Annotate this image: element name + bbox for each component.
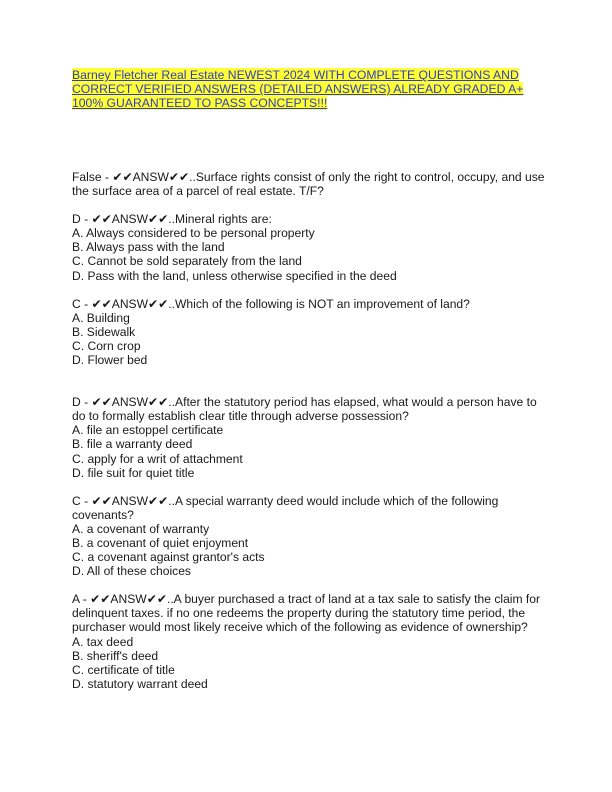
question-2-stem-line-1: D - ✔✔ANSW✔✔..Mineral rights are: xyxy=(72,212,272,227)
document-title-line-1: Barney Fletcher Real Estate NEWEST 2024 WITH COMPLETE QUESTIONS AND xyxy=(72,68,519,82)
question-4-stem-line-2: do to formally establish clear title through adverse possession? xyxy=(72,409,409,424)
question-4-option-d: D. file suit for quiet title xyxy=(72,465,195,480)
question-list xyxy=(72,170,552,691)
question-5 xyxy=(72,494,552,579)
question-3-option-c: C. Corn crop xyxy=(72,338,141,353)
question-2-option-c: C. Cannot be sold separately from the land xyxy=(72,254,302,269)
question-2-option-d: D. Pass with the land, unless otherwise specified in the deed xyxy=(72,268,397,283)
question-5-option-c: C. a covenant against grantor's acts xyxy=(72,550,265,565)
question-6-option-a: A. tax deed xyxy=(72,634,134,649)
question-6-option-d: D. statutory warrant deed xyxy=(72,676,208,691)
question-1-stem-line-2: the surface area of a parcel of real estate. T/F? xyxy=(72,184,324,199)
question-3-stem-line-1: C - ✔✔ANSW✔✔..Which of the following is NOT an improvement of land? xyxy=(72,296,470,311)
question-3-option-d: D. Flower bed xyxy=(72,353,148,368)
question-4 xyxy=(72,395,552,480)
document-header xyxy=(72,68,542,111)
question-3-option-a: A. Building xyxy=(72,310,130,325)
question-5-option-d: D. All of these choices xyxy=(72,564,191,579)
question-4-option-c: C. apply for a writ of attachment xyxy=(72,451,243,466)
question-6-option-c: C. certificate of title xyxy=(72,662,175,677)
document-title-line-2: CORRECT VERIFIED ANSWERS (DETAILED ANSWERS) ALREADY GRADED A+ xyxy=(72,82,524,97)
question-1-stem-line-1: False - ✔✔ANSW✔✔..Surface rights consist of only the right to control, occupy, and use xyxy=(72,170,545,184)
question-1 xyxy=(72,170,552,198)
question-4-option-a: A. file an estoppel certificate xyxy=(72,423,224,438)
question-4-stem-line-1: D - ✔✔ANSW✔✔..After the statutory period has elapsed, what would a person have to xyxy=(72,395,537,410)
question-3-option-b: B. Sidewalk xyxy=(72,324,136,339)
question-6 xyxy=(72,592,552,691)
document-title-line-3: 100% GUARANTEED TO PASS CONCEPTS!!! xyxy=(72,96,328,111)
document-title[interactable] xyxy=(72,68,542,111)
question-3 xyxy=(72,297,552,367)
question-5-option-a: A. a covenant of warranty xyxy=(72,521,210,536)
question-2-option-a: A. Always considered to be personal property xyxy=(72,226,315,241)
question-6-stem-line-2: delinquent taxes. if no one redeems the property during the statutory time period, the xyxy=(72,606,526,621)
question-5-stem-line-1: C - ✔✔ANSW✔✔..A special warranty deed would include which of the following xyxy=(72,493,499,508)
question-5-option-b: B. a covenant of quiet enjoyment xyxy=(72,535,249,550)
question-6-option-b: B. sheriff's deed xyxy=(72,648,159,663)
question-2-option-b: B. Always pass with the land xyxy=(72,240,225,255)
question-6-stem-line-3: purchaser would most likely receive which of the following as evidence of ownership? xyxy=(72,620,528,635)
question-2 xyxy=(72,212,552,282)
question-4-option-b: B. file a warranty deed xyxy=(72,437,193,452)
question-5-stem-line-2: covenants? xyxy=(72,507,134,522)
question-6-stem-line-1: A - ✔✔ANSW✔✔..A buyer purchased a tract of land at a tax sale to satisfy the claim for xyxy=(72,592,541,607)
